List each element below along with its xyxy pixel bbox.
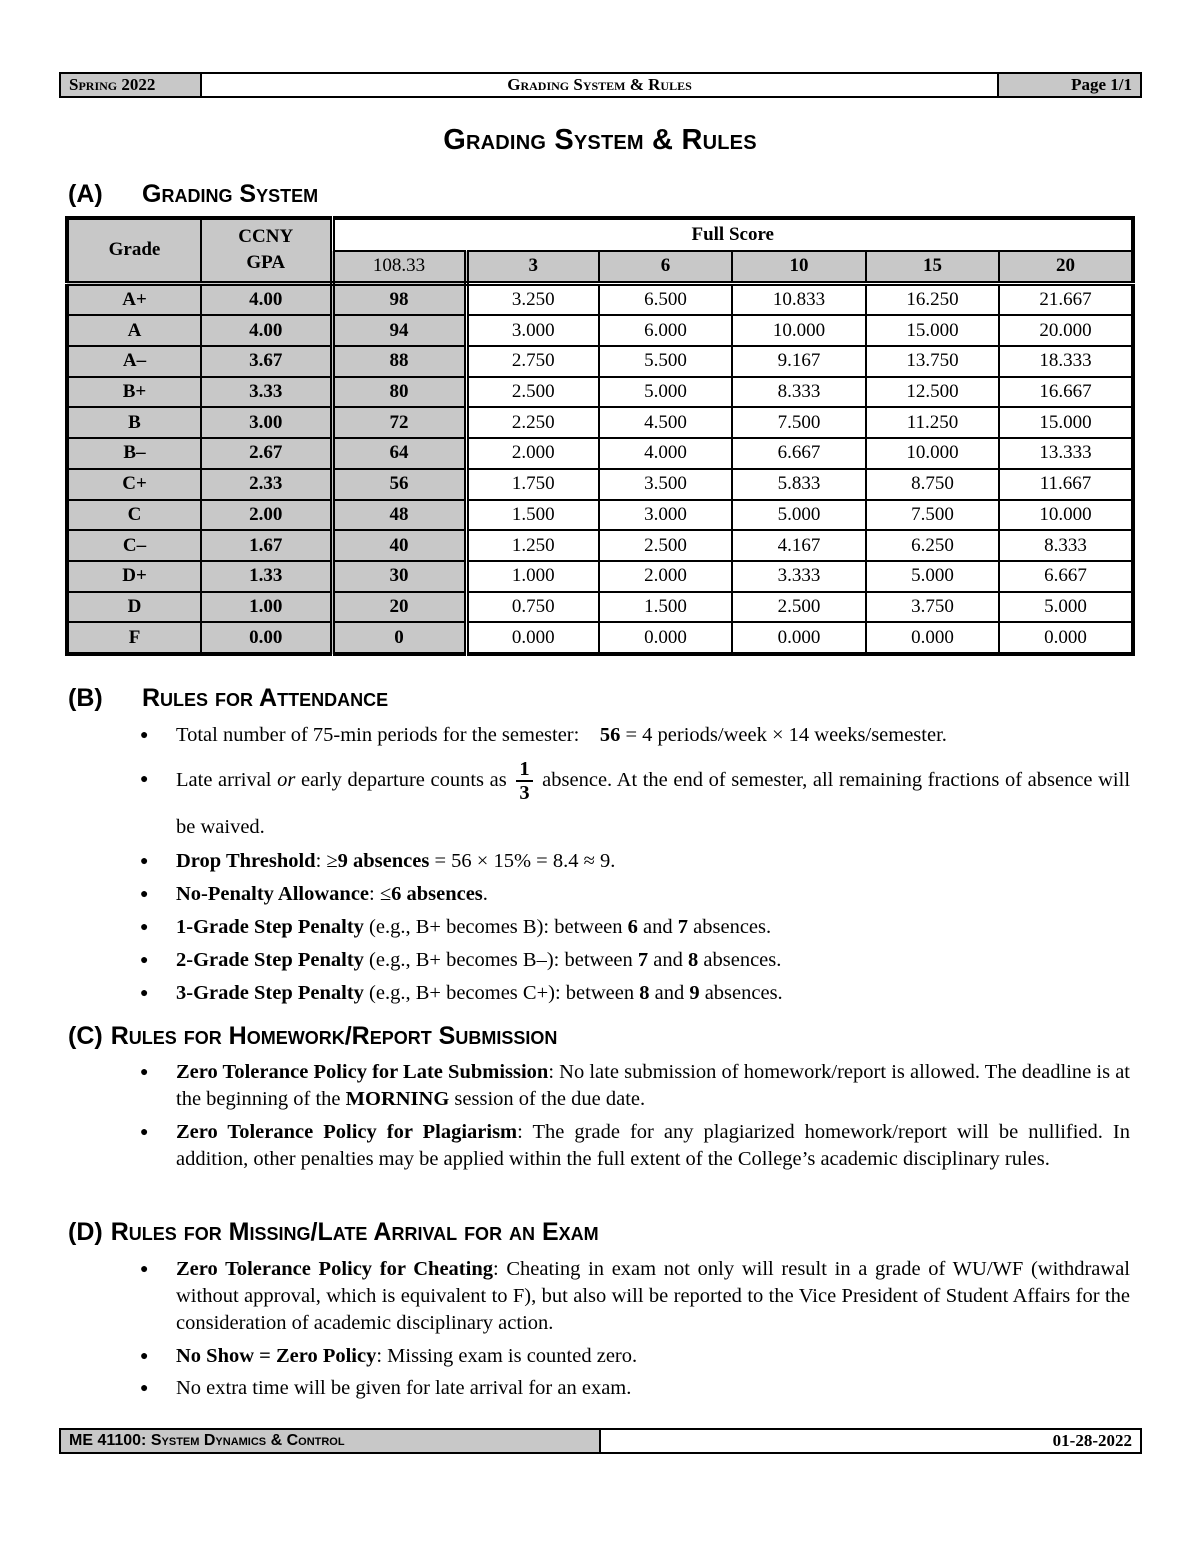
score-header: 20 <box>999 251 1133 283</box>
grade-cell: B– <box>67 438 201 469</box>
score-cell: 88 <box>332 346 466 377</box>
score-cell: 2.500 <box>599 530 732 561</box>
score-cell: 6.667 <box>732 438 866 469</box>
score-cell: 3.500 <box>599 469 732 500</box>
rule-bold: Zero Tolerance Policy for Plagiarism <box>176 1121 518 1143</box>
rule-bold: Zero Tolerance Policy for Cheating <box>176 1258 493 1280</box>
rule-bold: 8 <box>688 949 699 972</box>
list-item <box>140 722 1130 749</box>
rule-bold: 8 <box>639 982 650 1005</box>
grade-cell: A <box>67 315 201 346</box>
section-a-heading <box>68 180 318 209</box>
score-cell: 0.000 <box>866 622 999 654</box>
score-cell: 6.000 <box>599 315 732 346</box>
exam-rules-list <box>140 1256 1130 1402</box>
rule-text: : The grade for any plagiarized homework/report will be nullified. In addition, other penalties may be applied within the full extent of the College’s academic disciplinary rules. <box>176 1121 1130 1170</box>
score-cell: 2.500 <box>732 592 866 623</box>
gpa-cell: 1.67 <box>201 530 332 561</box>
section-a-letter: (A) <box>68 180 103 208</box>
score-cell: 16.250 <box>866 283 999 315</box>
score-cell: 7.500 <box>732 407 866 438</box>
rule-bold: No-Penalty Allowance <box>176 883 370 906</box>
score-cell: 0 <box>332 622 466 654</box>
table-row <box>67 315 1133 346</box>
rule-text: (e.g., B+ becomes B–): between <box>363 949 638 972</box>
gpa-cell: 2.33 <box>201 469 332 500</box>
gpa-cell: 4.00 <box>201 283 332 315</box>
rule-text: : Missing exam is counted zero. <box>376 1345 638 1367</box>
rule-bold: 1-Grade Step Penalty <box>176 916 364 939</box>
score-cell: 12.500 <box>866 377 999 408</box>
gpa-cell: 4.00 <box>201 315 332 346</box>
rule-bold: 2-Grade Step Penalty <box>176 949 364 972</box>
score-cell: 98 <box>332 283 466 315</box>
section-d-heading <box>68 1218 599 1247</box>
score-cell: 72 <box>332 407 466 438</box>
grade-column-header: Grade <box>67 218 201 283</box>
gpa-cell: 3.33 <box>201 377 332 408</box>
table-row <box>67 346 1133 377</box>
score-cell: 10.833 <box>732 283 866 315</box>
page-footer <box>59 1428 1142 1454</box>
rule-text: absence. At the end of semester, all remaining fractions of absence will be waived. <box>176 769 1131 839</box>
score-cell: 5.000 <box>599 377 732 408</box>
score-cell: 2.750 <box>466 346 599 377</box>
gpa-cell: 3.00 <box>201 407 332 438</box>
rule-text: and <box>637 916 678 939</box>
rule-bold: 6 <box>627 916 638 939</box>
score-cell: 56 <box>332 469 466 500</box>
score-cell: 15.000 <box>999 407 1133 438</box>
score-cell: 1.500 <box>466 500 599 531</box>
score-header: 3 <box>466 251 599 283</box>
rule-bold: 9 <box>689 982 700 1005</box>
score-cell: 21.667 <box>999 283 1133 315</box>
score-cell: 5.000 <box>999 592 1133 623</box>
score-header: 108.33 <box>332 251 466 283</box>
table-row <box>67 561 1133 592</box>
section-c-letter: (C) <box>68 1022 103 1050</box>
rule-text: (e.g., B+ becomes B): between <box>363 916 628 939</box>
score-cell: 5.500 <box>599 346 732 377</box>
rule-text: Late arrival <box>176 769 278 791</box>
score-header: 10 <box>732 251 866 283</box>
score-cell: 0.000 <box>599 622 732 654</box>
score-cell: 6.500 <box>599 283 732 315</box>
grade-cell: D <box>67 592 201 623</box>
score-cell: 2.500 <box>466 377 599 408</box>
rule-text: = 56 × 15% = 8.4 ≈ 9. <box>429 850 616 873</box>
score-cell: 2.000 <box>466 438 599 469</box>
grade-cell: B <box>67 407 201 438</box>
rule-bold: 6 absences <box>391 883 483 906</box>
score-cell: 94 <box>332 315 466 346</box>
rule-text: absences. <box>699 982 783 1005</box>
header-page-number: Page 1/1 <box>999 74 1140 96</box>
footer-course-title: System Dynamics & Control <box>150 1432 345 1449</box>
score-cell: 5.000 <box>732 500 866 531</box>
score-cell: 9.167 <box>732 346 866 377</box>
gpa-cell: 1.33 <box>201 561 332 592</box>
score-cell: 20.000 <box>999 315 1133 346</box>
rule-text: : No late submission of homework/report is allowed. The deadline is at the beginning of the <box>176 1061 1130 1110</box>
section-c-heading <box>68 1022 557 1051</box>
table-row <box>67 530 1133 561</box>
score-cell: 30 <box>332 561 466 592</box>
score-cell: 11.667 <box>999 469 1133 500</box>
section-d-title: Rules for Missing/Late Arrival for an Exam <box>110 1218 599 1246</box>
rule-bold: 3-Grade Step Penalty <box>176 982 364 1005</box>
list-item <box>140 848 1130 875</box>
score-cell: 3.250 <box>466 283 599 315</box>
gpa-header-line2: GPA <box>246 252 286 274</box>
grade-cell: C <box>67 500 201 531</box>
rule-text: and <box>648 949 689 972</box>
footer-course <box>61 1430 601 1452</box>
score-cell: 5.000 <box>866 561 999 592</box>
score-cell: 4.500 <box>599 407 732 438</box>
list-item <box>140 914 1130 941</box>
score-header: 15 <box>866 251 999 283</box>
table-row <box>67 283 1133 315</box>
rule-italic: or <box>277 769 296 791</box>
score-cell: 18.333 <box>999 346 1133 377</box>
section-a-title: Grading System <box>142 180 319 208</box>
score-cell: 48 <box>332 500 466 531</box>
score-cell: 6.667 <box>999 561 1133 592</box>
score-cell: 8.333 <box>999 530 1133 561</box>
gpa-cell: 3.67 <box>201 346 332 377</box>
score-cell: 7.500 <box>866 500 999 531</box>
rule-bold: 9 absences <box>337 850 430 873</box>
grade-rows <box>67 283 1133 654</box>
gpa-cell: 1.00 <box>201 592 332 623</box>
score-cell: 3.000 <box>599 500 732 531</box>
score-cell: 5.833 <box>732 469 866 500</box>
rule-bold: 7 <box>637 949 649 972</box>
score-cell: 2.250 <box>466 407 599 438</box>
list-item <box>140 947 1130 974</box>
gpa-header-line1: CCNY <box>238 226 294 248</box>
list-item <box>140 1343 1130 1370</box>
table-row <box>67 622 1133 654</box>
page-header <box>59 72 1142 98</box>
rule-text: Total number of 75-min periods for the semester: <box>176 724 580 746</box>
rule-bold: MORNING <box>345 1088 450 1110</box>
rule-text: and <box>649 982 690 1005</box>
list-item <box>140 1119 1130 1173</box>
score-cell: 10.000 <box>999 500 1133 531</box>
table-row <box>67 377 1133 408</box>
score-cell: 1.750 <box>466 469 599 500</box>
table-row <box>67 438 1133 469</box>
grade-cell: B+ <box>67 377 201 408</box>
score-header: 6 <box>599 251 732 283</box>
one-third-fraction <box>516 758 532 804</box>
section-b-heading <box>68 684 388 713</box>
grade-cell: C+ <box>67 469 201 500</box>
score-cell: 0.000 <box>732 622 866 654</box>
table-row <box>67 500 1133 531</box>
score-cell: 0.000 <box>466 622 599 654</box>
score-cell: 16.667 <box>999 377 1133 408</box>
gpa-cell: 0.00 <box>201 622 332 654</box>
score-cell: 4.000 <box>599 438 732 469</box>
score-cell: 8.333 <box>732 377 866 408</box>
score-cell: 20 <box>332 592 466 623</box>
footer-date: 01-28-2022 <box>1052 1431 1132 1450</box>
rule-bold: No Show = Zero Policy <box>176 1345 377 1367</box>
full-score-header: Full Score <box>332 218 1133 251</box>
rule-bold: 56 <box>599 724 621 746</box>
fraction-numerator: 1 <box>516 758 532 782</box>
grade-cell: D+ <box>67 561 201 592</box>
rule-text: : ≥ <box>315 850 338 873</box>
fraction-denominator: 3 <box>519 782 530 805</box>
footer-course-code: ME 41100: <box>69 1432 147 1449</box>
score-cell: 0.000 <box>999 622 1133 654</box>
header-semester: Spring 2022 <box>61 74 202 96</box>
rule-text: early departure counts as <box>295 769 507 791</box>
score-cell: 3.750 <box>866 592 999 623</box>
rule-bold: Drop Threshold <box>176 850 316 873</box>
list-item <box>140 757 1130 850</box>
score-cell: 1.500 <box>599 592 732 623</box>
attendance-rules-list <box>140 722 1130 1007</box>
score-cell: 3.333 <box>732 561 866 592</box>
score-cell: 1.000 <box>466 561 599 592</box>
score-cell: 0.750 <box>466 592 599 623</box>
rule-text: absences. <box>688 916 772 939</box>
gpa-cell: 2.00 <box>201 500 332 531</box>
score-cell: 15.000 <box>866 315 999 346</box>
rule-text: (e.g., B+ becomes C+): between <box>363 982 640 1005</box>
page-title: Grading System & Rules <box>443 124 757 156</box>
score-cell: 4.167 <box>732 530 866 561</box>
rule-text: absences. <box>698 949 782 972</box>
gpa-column-header <box>201 218 332 283</box>
score-cell: 3.000 <box>466 315 599 346</box>
score-cell: 10.000 <box>866 438 999 469</box>
score-cell: 10.000 <box>732 315 866 346</box>
grade-cell: A+ <box>67 283 201 315</box>
rule-text: : ≤ <box>369 883 392 906</box>
gpa-cell: 2.67 <box>201 438 332 469</box>
table-row <box>67 592 1133 623</box>
rule-text: No extra time will be given for late arrival for an exam. <box>176 1377 632 1399</box>
grading-table <box>65 216 1135 656</box>
homework-rules-list <box>140 1059 1130 1173</box>
score-cell: 8.750 <box>866 469 999 500</box>
list-item <box>140 980 1130 1007</box>
header-title: Grading System & Rules <box>202 74 999 96</box>
score-cell: 11.250 <box>866 407 999 438</box>
rule-text: session of the due date. <box>449 1088 646 1110</box>
score-cell: 1.250 <box>466 530 599 561</box>
score-cell: 40 <box>332 530 466 561</box>
grade-cell: F <box>67 622 201 654</box>
list-item <box>140 1375 1130 1402</box>
table-row <box>67 407 1133 438</box>
grade-cell: A– <box>67 346 201 377</box>
rule-bold: 7 <box>677 916 689 939</box>
score-cell: 13.750 <box>866 346 999 377</box>
rule-text: . <box>482 883 488 906</box>
score-cell: 2.000 <box>599 561 732 592</box>
score-cell: 80 <box>332 377 466 408</box>
grade-cell: C– <box>67 530 201 561</box>
list-item <box>140 1256 1130 1337</box>
section-b-title: Rules for Attendance <box>142 684 389 712</box>
score-cell: 13.333 <box>999 438 1133 469</box>
list-item <box>140 881 1130 908</box>
section-b-letter: (B) <box>68 684 103 712</box>
rule-bold: Zero Tolerance Policy for Late Submission <box>176 1061 549 1083</box>
section-d-letter: (D) <box>68 1218 103 1246</box>
rule-text: : Cheating in exam not only will result in a grade of WU/WF (withdrawal without approval, which is equivalent to F), but also will be reported to the Vice President of Student Affairs for the consideration of academic disciplinary action. <box>176 1258 1131 1334</box>
rule-text: = 4 periods/week × 14 weeks/semester. <box>620 724 947 746</box>
table-row <box>67 469 1133 500</box>
score-cell: 6.250 <box>866 530 999 561</box>
list-item <box>140 1059 1130 1113</box>
score-cell: 64 <box>332 438 466 469</box>
section-c-title: Rules for Homework/Report Submission <box>110 1022 558 1050</box>
